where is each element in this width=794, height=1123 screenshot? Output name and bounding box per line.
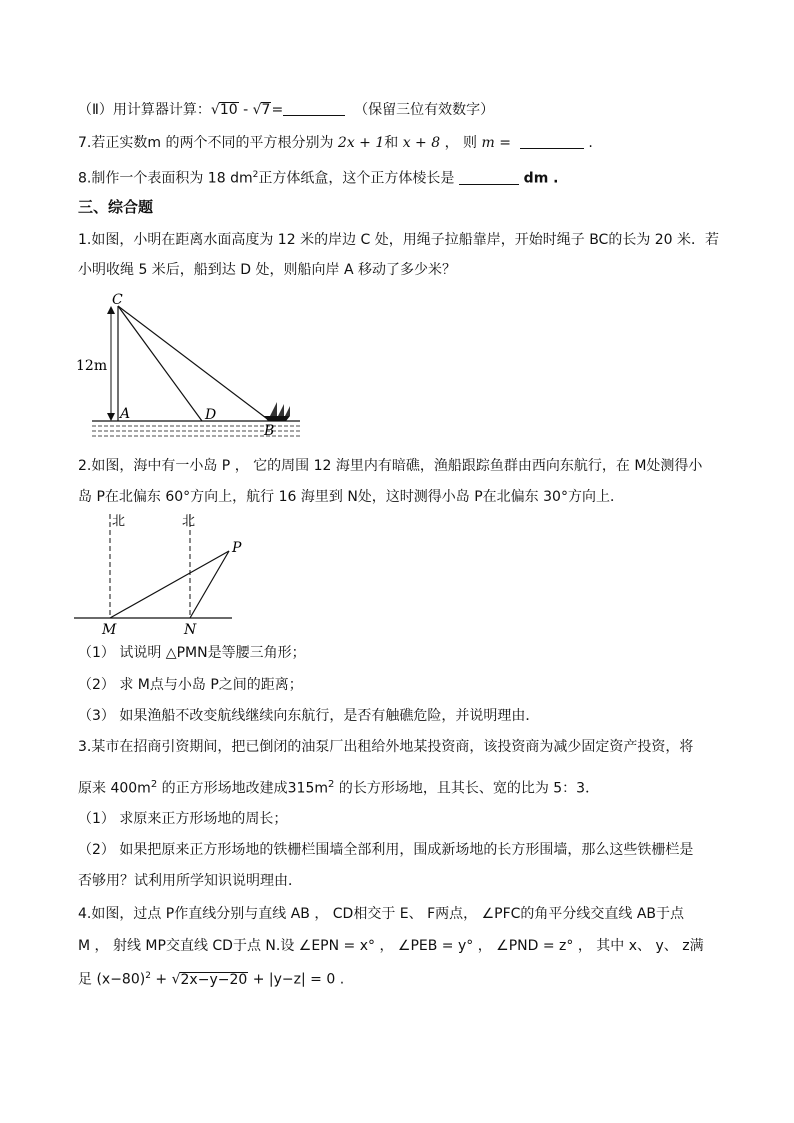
question-4-line-3: 足 $(x-80)^2 + √2x-y-20 + |y-z| = 0$ . [78,971,345,988]
answer-blank[interactable] [520,134,584,149]
question-8: 8.制作一个表面积为 18 $dm^2$正方体纸盒，这个正方体棱长是 dm . [78,170,559,187]
label-M: M [102,622,117,638]
figure-island-bearing [74,508,254,638]
question-1-line-1: 1.如图，小明在距离水面高度为 12 米的岸边 C 处，用绳子拉船靠岸，开始时绳子 BC的长为 20 米．若 [78,232,720,248]
label-N: N [184,622,197,638]
label-B: B [264,423,275,439]
question-2-line-1: 2.如图，海中有一小岛 P ， 它的周围 12 海里内有暗礁，渔船跟踪鱼群由西向东航行，在 M处测得小 [78,458,703,474]
label-height: 12m [76,358,108,374]
label-A: A [120,406,131,422]
label-D: D [205,407,217,423]
question-2-sub-1: （1） 试说明 △PMN是等腰三角形； [78,645,306,661]
question-4-line-2: M ， 射线 MP交直线 CD于点 N.设 ∠EPN = x° ， ∠PEB = y° ， ∠PND = z° ， 其中 x、 y、 z满 [78,938,704,954]
label-north-1: 北 [112,514,126,529]
answer-blank[interactable] [283,101,345,116]
question-3-line-1: 3.某市在招商引资期间，把已倒闭的油泵厂出租给外地某投资商，该投资商为减少固定资产投资，将 [78,739,694,755]
label-P: P [232,540,242,556]
question-6-part-2: （Ⅱ）用计算器计算：√10 - √7= （保留三位有效数字） [78,102,495,118]
label-north-2: 北 [182,514,196,529]
answer-blank[interactable] [459,170,519,185]
figure-rope-boat [74,290,304,440]
question-3-line-2: 原来 $400m^2$ 的正方形场地改建成$315m^2$ 的长方形场地，且其长、宽的比为 5：3． [78,779,600,797]
boat-icon [264,402,290,421]
question-2-sub-2: （2） 求 M点与小岛 P之间的距离； [78,677,303,693]
question-3-sub-2-cont: 否够用？试利用所学知识说明理由． [78,873,302,889]
section-heading: 三、综合题 [78,198,154,216]
question-2-line-2: 岛 P在北偏东 60°方向上，航行 16 海里到 N处，这时测得小岛 P在北偏东 30°方向上． [78,489,624,505]
question-7: 7.若正实数m 的两个不同的平方根分别为 2x + 1和 x + 8 ， 则 m = . [78,135,593,151]
question-4-line-1: 4.如图，过点 P作直线分别与直线 AB ， CD相交于 E、 F两点， ∠PFC的角平分线交直线 AB于点 [78,906,685,922]
question-3-sub-2: （2） 如果把原来正方形场地的铁栅栏围墙全部利用，围成新场地的长方形围墙，那么这些铁栅栏是 [78,842,694,858]
question-2-sub-3: （3） 如果渔船不改变航线继续向东航行，是否有触礁危险，并说明理由． [78,708,540,724]
question-3-sub-1: （1） 求原来正方形场地的周长； [78,811,288,827]
label-C: C [112,292,123,308]
question-1-line-2: 小明收绳 5 米后，船到达 D 处，则船向岸 A 移动了多少米？ [78,262,456,278]
